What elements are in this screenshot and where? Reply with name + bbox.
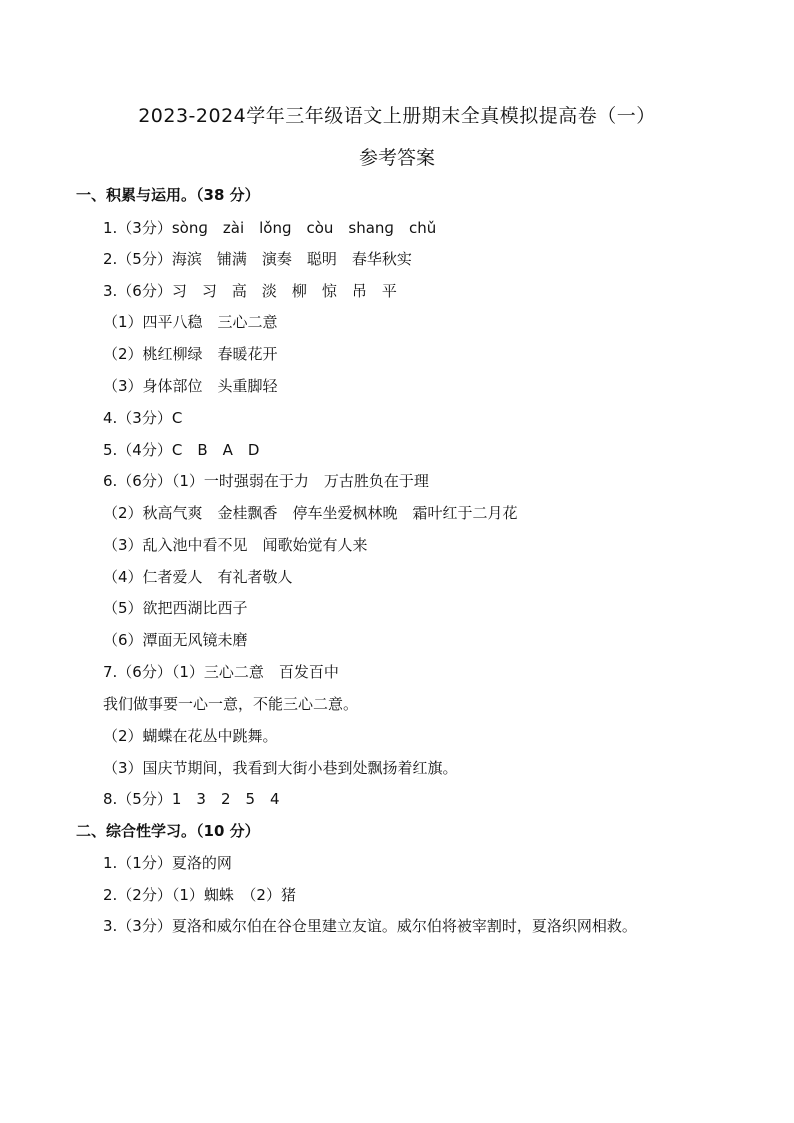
answer-line-2-2: 2.（2分）（1）蜘蛛 （2）猪 — [103, 886, 296, 904]
answer-line-8: 8.（5分）1 3 2 5 4 — [103, 790, 280, 808]
answer-line-2: 2.（5分）海滨 铺满 演奏 聪明 春华秋实 — [103, 250, 412, 268]
answer-line-2-3: 3.（3分）夏洛和威尔伯在谷仓里建立友谊。威尔伯将被宰割时，夏洛织网相救。 — [103, 917, 637, 935]
answer-line-3-2: （2）桃红柳绿 春暖花开 — [103, 345, 278, 363]
answer-line-7: 7.（6分）（1）三心二意 百发百中 — [103, 663, 339, 681]
section-heading-2: 二、综合性学习。（10 分） — [76, 822, 260, 840]
answer-line-6-6: （6）潭面无风镜未磨 — [103, 631, 248, 649]
answer-line-7-3: （3）国庆节期间，我看到大街小巷到处飘扬着红旗。 — [103, 759, 458, 777]
answer-line-7-2: （2）蝴蝶在花丛中跳舞。 — [103, 727, 278, 745]
answer-line-6-2: （2）秋高气爽 金桂飘香 停车坐爱枫林晚 霜叶红于二月花 — [103, 504, 518, 522]
answer-line-3-1: （1）四平八稳 三心二意 — [103, 313, 278, 331]
section-heading-1: 一、积累与运用。（38 分） — [76, 186, 260, 204]
answer-line-6: 6.（6分）（1）一时强弱在于力 万古胜负在于理 — [103, 472, 429, 490]
answer-line-3-3: （3）身体部位 头重脚轻 — [103, 377, 278, 395]
answer-line-1: 1.（3分）sònɡ zài lǒnɡ còu shanɡ chǔ — [103, 219, 437, 237]
answer-line-6-3: （3）乱入池中看不见 闻歌始觉有人来 — [103, 536, 368, 554]
answer-line-7-sentence: 我们做事要一心一意，不能三心二意。 — [103, 695, 359, 713]
page-title: 2023-2024学年三年级语文上册期末全真模拟提高卷（一） — [138, 105, 656, 127]
answer-line-5: 5.（4分）C B A D — [103, 441, 260, 459]
answer-line-4: 4.（3分）C — [103, 409, 183, 427]
page-subtitle: 参考答案 — [358, 147, 435, 169]
answer-line-6-4: （4）仁者爱人 有礼者敬人 — [103, 568, 293, 586]
answer-line-3: 3.（6分）习 习 高 淡 柳 惊 吊 平 — [103, 282, 397, 300]
answer-line-2-1: 1.（1分）夏洛的网 — [103, 854, 232, 872]
answer-line-6-5: （5）欲把西湖比西子 — [103, 599, 248, 617]
